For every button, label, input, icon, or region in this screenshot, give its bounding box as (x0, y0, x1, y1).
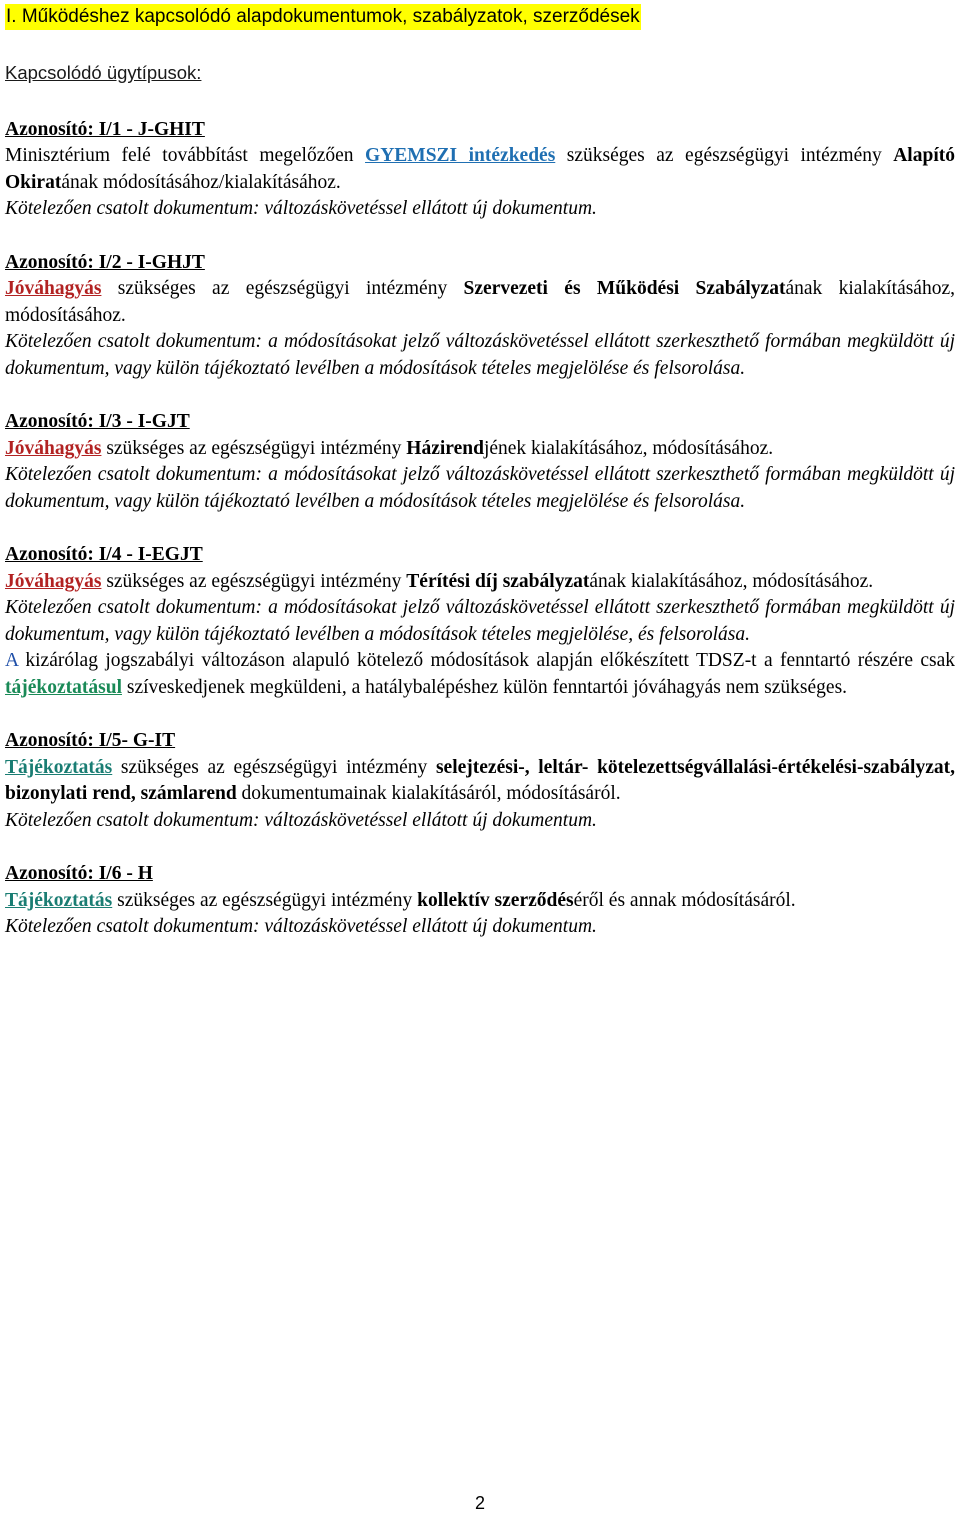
required-document: Kötelezően csatolt dokumentum: változáskövetéssel ellátott új dokumentum. (5, 916, 597, 937)
text-part: A (5, 650, 19, 671)
text-part: szükséges az egészségügyi intézmény (101, 437, 407, 459)
item-i5 (5, 728, 955, 834)
item-text (5, 143, 955, 196)
item-i3 (5, 409, 955, 515)
information-link[interactable]: tájékoztatásul (5, 676, 122, 698)
item-text (5, 436, 955, 463)
related-types-label (5, 60, 955, 87)
document-page (5, 4, 955, 968)
text-part: szükséges az egészségügyi intézmény (555, 145, 894, 166)
required-document: Kötelezően csatolt dokumentum: a módosításokat jelző változáskövetéssel ellátott szerkeszthető formában megküldött új dokumentum, vagy külön tájékoztató levélben a módosítások tételes megjelölése és felsorolása. (5, 464, 955, 512)
item-id: Azonosító: I/4 - I-EGJT (5, 544, 203, 565)
item-i4 (5, 542, 955, 701)
item-text (5, 755, 955, 808)
text-part: szükséges az egészségügyi intézmény (101, 570, 407, 592)
bold-term: Térítési díj szabályzat (406, 570, 590, 592)
required-document: Kötelezően csatolt dokumentum: a módosításokat jelző változáskövetéssel ellátott szerkeszthető formában megküldött új dokumentum, vagy külön tájékoztató levélben a módosítások tételes megjelölése és felsorolása. (5, 331, 955, 379)
required-document: Kötelezően csatolt dokumentum: változáskövetéssel ellátott új dokumentum. (5, 198, 597, 219)
item-i6 (5, 861, 955, 941)
approval-link[interactable]: Jóváhagyás (5, 278, 102, 299)
text-part: szükséges az egészségügyi intézmény (112, 889, 418, 911)
information-link[interactable]: Tájékoztatás (5, 889, 113, 911)
text-part: éről és annak módosításáról. (573, 889, 796, 911)
bold-term: Alapító Okirat (5, 145, 955, 193)
approval-link[interactable]: Jóváhagyás (5, 437, 102, 459)
bold-term: kollektív szerződés (417, 889, 574, 911)
item-id: Azonosító: I/5- G-IT (5, 730, 176, 751)
item-id: Azonosító: I/1 - J-GHIT (5, 118, 205, 140)
text-part: szükséges az egészségügyi intézmény (101, 278, 464, 299)
section-heading: I. Működéshez kapcsolódó alapdokumentumok, szabályzatok, szerződések (5, 4, 641, 30)
related-types-text: Kapcsolódó ügytípusok: (5, 62, 202, 83)
text-part: Minisztérium felé továbbítást megelőzően (5, 145, 366, 166)
page-number: 2 (474, 1493, 485, 1513)
item-id: Azonosító: I/2 - I-GHJT (5, 251, 205, 273)
bold-term: selejtezési-, leltár- kötelezettségvállalási-értékelési-szabályzat, bizonylati rend, számlarend (5, 756, 955, 804)
text-part: ának kialakításához, módosításához. (5, 278, 955, 326)
item-text (5, 569, 955, 596)
bold-term: Szervezeti és Működési Szabályzat (463, 278, 786, 299)
item-text (5, 276, 955, 329)
required-document: Kötelezően csatolt dokumentum: a módosításokat jelző változáskövetéssel ellátott szerkeszthető formában megküldött új dokumentum, vagy külön tájékoztató levélben a módosítások tételes megjelölése, és felsorolása. (5, 597, 955, 645)
bold-term: Házirend (406, 437, 484, 459)
text-part: szükséges az egészségügyi intézmény (112, 756, 436, 778)
approval-link[interactable]: Jóváhagyás (5, 570, 102, 592)
required-document: Kötelezően csatolt dokumentum: változáskövetéssel ellátott új dokumentum. (5, 809, 597, 831)
item-i2 (5, 250, 955, 383)
item-i1 (5, 117, 955, 223)
text-part: kizárólag jogszabályi változáson alapuló kötelező módosítások alapján előkészített TDSZ-t a fenntartó részére csak (18, 650, 955, 671)
gyemszi-link[interactable]: GYEMSZI intézkedés (365, 145, 556, 166)
item-id: Azonosító: I/3 - I-GJT (5, 411, 190, 432)
text-part: jének kialakításához, módosításához. (483, 437, 774, 459)
text-part: ának módosításához/kialakításához. (61, 171, 341, 193)
text-part: dokumentumainak kialakításáról, módosításáról. (236, 783, 621, 804)
text-part: ának kialakításához, módosításához. (589, 570, 874, 592)
item-id: Azonosító: I/6 - H (5, 863, 153, 884)
text-part: szíveskedjenek megküldeni, a hatálybalépéshez külön fenntartói jóváhagyás nem szükséges. (121, 676, 848, 698)
note-text (5, 648, 955, 701)
information-link[interactable]: Tájékoztatás (5, 756, 113, 778)
item-text (5, 888, 955, 915)
